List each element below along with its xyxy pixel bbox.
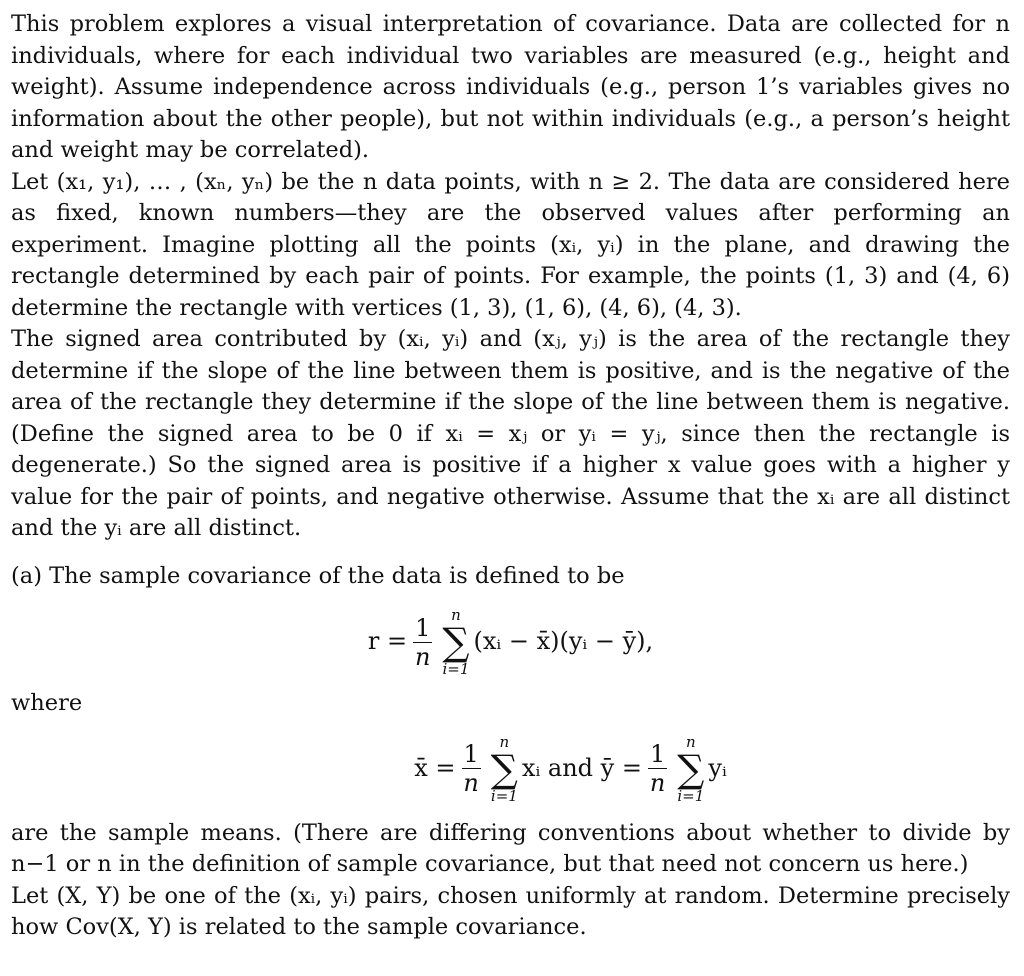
eq2-body2: yᵢ [708,753,727,782]
eq1-body: (xᵢ − x̄)(yᵢ − ȳ), [473,627,654,656]
eq2-sum2-bottom: i=1 [677,786,705,805]
eq1-frac-den: n [414,642,431,671]
where-text: where [11,690,83,716]
eq2-lhs: x̄ = [414,753,456,782]
eq1-summation [442,607,469,677]
eq1-sum-top: n [451,606,461,624]
eq2-fraction-2 [648,740,667,797]
eq2-sum2-top: n [685,732,696,751]
eq2-frac2-den: n [649,769,666,797]
eq2-summation-2 [677,734,704,804]
sigma-symbol: ∑ [442,620,470,664]
eq1-sum-bottom: i=1 [442,660,470,678]
sigma-symbol: ∑ [490,746,518,791]
data-points-paragraph: Let (x₁, y₁), … , (xₙ, yₙ) be the n data points, with n ≥ 2. The data are considered here as fixed, known numbers—they are the observed values after performing an experiment. Imagine plotting all the points (xᵢ, yᵢ) in the plane, and drawing the rectangle determined by each pair of points. For example, the points (1, 3) and (4, 6) determine the rectangle with vertices (1, 3), (1, 6), (4, 6), (4, 3). [11,168,1010,321]
eq2-frac-num: 1 [463,740,479,768]
eq2-summation [491,734,518,804]
sigma-symbol: ∑ [677,746,705,791]
sample-means-equation [131,720,1010,818]
eq2-body1: xᵢ and ȳ = [521,753,642,782]
eq2-fraction [462,740,481,797]
eq2-frac-den: n [463,769,479,797]
eq1-lhs: r = [367,627,408,656]
eq2-sum-bottom: i=1 [490,786,518,805]
part-a-heading: (a) The sample covariance of the data is defined to be [11,562,625,589]
signed-area-paragraph: The signed area contributed by (xᵢ, yᵢ) and (xⱼ, yⱼ) is the area of the rectangle they determine if the slope of the line between them is positive, and is the negative of the area of the rectangle they determine if the slope of the line between them is negative. (Define the signed area to be 0 if xᵢ = xⱼ or yᵢ = yⱼ, since then the rectangle is degenerate.) So the signed area is positive if a higher x value goes with a higher y value for the pair of points, and negative otherwise. Assume that the xᵢ are all distinct and the yᵢ are all distinct. [11,326,1010,541]
eq2-sum-top: n [499,732,510,751]
eq1-fraction [413,614,432,671]
question-paragraph: Let (X, Y) be one of the (xᵢ, yᵢ) pairs, chosen uniformly at random. Determine precisely how Cov(X, Y) is related to the sample covariance. [11,882,1010,940]
eq2-frac2-num: 1 [649,740,666,768]
covariance-equation [11,592,1010,692]
intro-paragraph: This problem explores a visual interpretation of covariance. Data are collected for n individuals, where for each individual two variables are measured (e.g., height and weight). Assume independence across individuals (e.g., person 1’s variables gives no information about the other people), but not within individuals (e.g., a person’s height and weight may be correlated). [11,11,1010,163]
sample-means-paragraph: are the sample means. (There are differing conventions about whether to divide by n−1 or n in the definition of sample covariance, but that need not concern us here.) [11,819,1010,877]
eq1-frac-num: 1 [415,613,431,642]
